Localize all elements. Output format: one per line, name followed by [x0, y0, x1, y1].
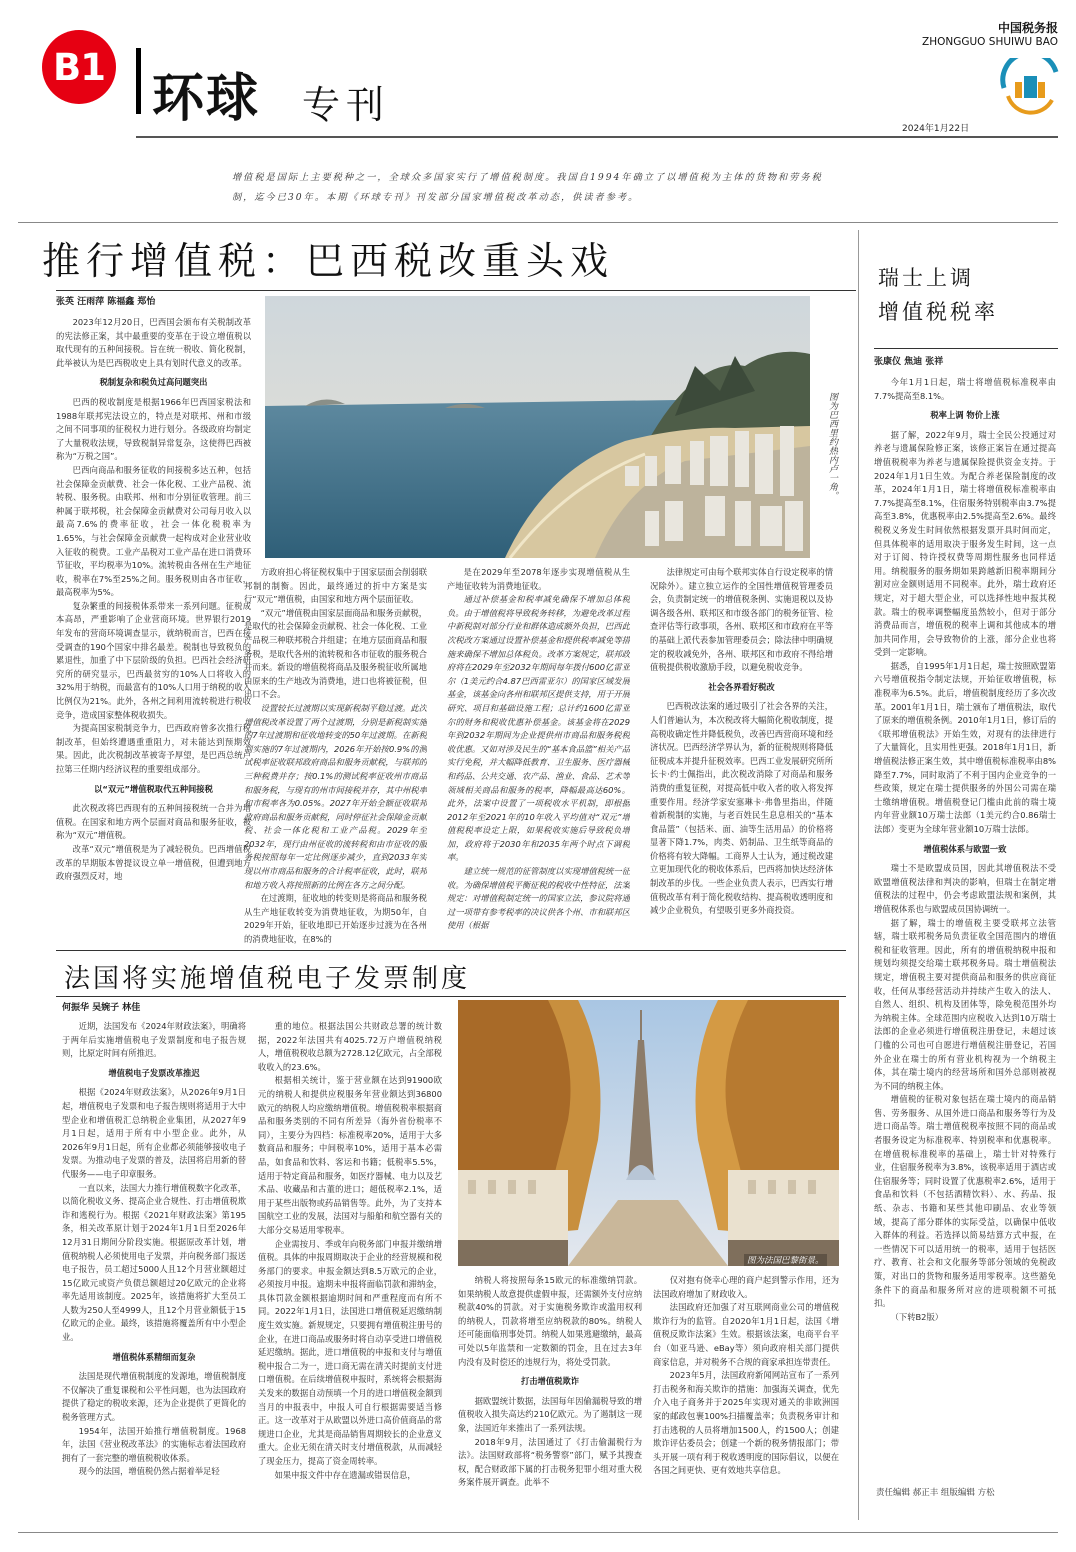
swiss-column	[874, 376, 1056, 1454]
brazil-headline: 推行增值税：巴西税改重头戏	[42, 239, 615, 283]
paragraph: 仅对抱有侥幸心理的商户起到警示作用，还为法国政府增加了财政收入。	[653, 1275, 839, 1299]
paragraph: 2023年5月，法国政府新闻网站宣布了一系列打击税务和海关欺诈的措施：加强海关调查，优先介入电子商务并于2025年实现对通关的非欧洲国家的邮政包裹100%扫描覆盖率；负责税务审计和打击逃税的人员将增加1500人，约1500人；创建欺诈评估委员会；创建一个新的税务情报部门；带头开展一项有利于税收透明度的国际倡议，以便在各国之间更快、更有效地共享信息。	[653, 1370, 839, 1476]
brazil-photo	[265, 296, 810, 558]
brazil-photo-caption: 图为巴西里约热内卢一角。	[827, 392, 837, 500]
swiss-headline-line2: 增值税税率	[878, 300, 998, 324]
paper-name-en: ZHONGGUO SHUIWU BAO	[922, 36, 1058, 48]
paragraph: 根据相关统计，鉴于营业额在达到91900欧元的纳税人和提供应税服务年营业额达到36800欧元的纳税人均应缴纳增值税。增值税税率根据商品和服务类别的不同有所差异（海外省份税率不同），主要分为四档：标准税率20%，适用于大多数商品和服务；中间税率10%，适用于基本必需品，如食品和饮料、客运和书籍；低税率5.5%，适用于特定商品和服务，如医疗器械、电力以及艺术品、收藏品和古董的进口；超低税率2.1%，适用于某些出版物或药品销售等。此外，为了支持本国航空工业的发展，法国对与船舶和航空器有关的大部分交易适用零税率。	[258, 1075, 442, 1235]
france-top-rule	[56, 950, 846, 951]
issue-date: 2024年1月22日	[902, 124, 970, 134]
france-column-2	[258, 1020, 442, 1522]
paragraph: 一直以来，法国大力推行增值税数字化改革，以简化税收义务、提高企业合规性、打击增值税欺诈和逃税行为。根据《2021年财政法案》第195条，相关改革原计划于2024年1月1日至2026年12月31日期间分阶段实施。根据原改革计划，增值税纳税人必须使用电子发票，并向税务部门报送电子报告，员工超过5000人且12个月营业额超过15亿欧元或资产负债总额超过20亿欧元的企业将率先适用该制度。2025年，该措施将扩大至员工人数为250人至4999人，且12个月营业额低于15亿欧元的企业。最终，该措施将覆盖所有中小型企业。	[62, 1182, 246, 1343]
paragraph: 增值税的征税对象包括在瑞士境内的商品销售、劳务服务、从国外进口商品和服务等行为及进口商品等。瑞士增值税税率按照不同的商品或者服务设定为标准税率、特别税率和优惠税率。在增值税标准税率的基础上，瑞士针对特殊行业，住宿服务税率为3.8%，该税率适用于酒店或住宿服务等；同时设置了优惠税率2.6%，适用于食品和饮料（不包括酒精饮料）、水、药品、报纸、杂志、书籍和某些其他印刷品、农业等领域，提高了部分群体的实际受益，以确保中低收入群体的利益。若选择以简易结算方式申报，在一些情况下可以适用统一的税率，适用于包括医疗、教育、社会和文化服务等部分领域的免税政策，对出口的货物和服务适用零税率。这些豁免条件下的商品和服务所对应的进项税额不可抵扣。	[874, 1094, 1056, 1309]
paragraph: 近期，法国发布《2024年财政法案》，明确将于两年后实施增值税电子发票制度和电子报告规则，比原定时间有所推迟。	[62, 1021, 246, 1059]
section-divider-bar	[136, 48, 141, 114]
paragraph: 2018年9月，法国通过了《打击偷漏税行为法》。法国财政部将“税务警察”部门，赋予其搜查权，配合财政部下属的打击税务犯罪小组对重大税务案件展开调查。此举不	[458, 1436, 642, 1488]
paragraph: 在过渡期，征收地的转变则是将商品和服务税从生产地征收转变为消费地征收，为期50年，自2029年开始，征收地即已开始逐步过渡为在各州的消费地征收，在8%的	[244, 893, 427, 944]
paragraph: “双元”增值税由国家层面商品和服务贡献税，是取代的社会保障金贡献税、社会一体化税、工业产品税三种联邦税合并组建；在地方层面商品和服务税，是取代各州的流转税和各市征收的服务税合并而来。新设的增值税将商品及服务税征收所属地由原来的生产地改为消费地，进口也将被征税，但出口不会。	[244, 607, 427, 700]
page-badge-label: B1	[53, 45, 105, 89]
column-separator	[858, 230, 859, 1520]
paragraph: 复杂繁重的间接税体系带来一系列问题。征税成本高昂，严重影响了企业营商环境。世界银行2019年发布的营商环境调查显示，就纳税而言，巴西在接受调查的190个国家中排名最差。税制也导致税负的累退性，加重了中下层阶级的负担。巴西社会经济研究所的研究显示，巴西最贫穷的10%人口将收入的32%用于纳税，而最富有的10%人口用于纳税的收入比例仅为21%。此外，各州之间利用流转税进行税收竞争，造成国家整体税收损失。	[56, 600, 251, 720]
paragraph: 法律规定可由每个联邦实体自行设定税率的情况除外）。建立独立运作的全国性增值税管理委员会，负责制定统一的增值税条例、实施退税以及协调各级各州、联邦区和市级各部门的税务征管、检查评估等行政事项，各州、联邦区和市政府在平等的基础上派代表参加管理委员会；除法律中明确规定的税收减免外，各州、联邦区和市政府不得给增值税提供税收激励手段，以避免税收竞争。	[650, 567, 833, 673]
france-photo	[458, 1000, 839, 1266]
paragraph: 巴西向商品和服务征收的间接税多达五种，包括社会保障金贡献费、社会一体化税、工业产品税、流转税、服务税。由联邦、州和市分别征收管理。前三种属于联邦税，社会保障金贡献费对公司每月收入以最高7.6%的费率征收，社会一体化税税率为1.65%，与社会保障金贡献费一起构成对企业营业收入征收的税费。工业产品税对工业产品在进口消费环节征收，平均税率为10%。流转税由各州在生产地征收，税率在7%至25%之间。服务税则由各市征收，最高税率为5%。	[56, 464, 251, 598]
paragraph: 纳税人将按照每条15欧元的标准缴纳罚款。如果纳税人故意提供虚假申报，还需额外支付应纳税款40%的罚款。对于实施税务欺诈或滥用权利的纳税人，罚款将增至应纳税款的80%。纳税人还可能面临刑事处罚。纳税人如果逃避缴纳，最高可处以5年监禁和一定数额的罚金，且在过去3年内没有及时偿还的违规行为，将处受罚款。	[458, 1275, 642, 1367]
subheading: 增值税体系与欧盟一致	[923, 843, 1007, 854]
paragraph: 根据《2024年财政法案》，从2026年9月1日起，增值税电子发票和电子报告规则将适用于大中型企业和增值税汇总纳税企业集团，从2027年9月1日起，适用于所有中小型企业。此外，从2026年9月1日起，所有企业都必须能够接收电子发票。为推动电子发票的普及，法国将启用新的替代服务——电子印章服务。	[62, 1087, 246, 1179]
paragraph: 法国是现代增值税制度的发源地，增值税制度不仅解决了重复课税和公平性问题，也为法国政府提供了稳定的税收来源，还为企业提供了更简化的税务管理方式。	[62, 1371, 246, 1423]
brazil-column-1	[56, 316, 251, 944]
paragraph: 方政府担心将征税权集中于国家层面会削弱联邦制的制衡。因此，最终通过的折中方案是实行“双元”增值税，由国家和地方两个层面征收。	[244, 567, 427, 605]
brazil-column-2	[244, 566, 427, 944]
brazil-authors: 张英 汪雨萍 陈福鑫 郑怡	[56, 297, 156, 307]
swiss-headline-rule	[874, 348, 1058, 349]
paragraph: 重的地位。根据法国公共财政总署的统计数据，2022年法国共有4025.72万户增值税纳税人，增值税税收总额为2728.12亿欧元，占全部税收收入的23.6%。	[258, 1021, 442, 1072]
swiss-authors: 张康仪 焦迪 张祥	[874, 357, 944, 367]
paragraph: 据欧盟统计数据，法国每年因偷漏税导致的增值税收入损失高达约210亿欧元。为了遏制这一现象，法国近年来推出了一系列法规。	[458, 1395, 642, 1433]
paragraph: 通过补偿基金和税率减免确保不增加总体税负。由于增值税将导致税务转移，为避免改革过程中新税制对部分行业和群体造成额外负担，巴西此次税改方案通过设置补偿基金和提供税率减免等措施来确保不增加总体税负。改革方案规定，联邦政府将在2029年至2032年期间每年拨付600亿雷亚尔（1美元约合4.87巴西雷亚尔）的国家区域发展基金，该基金向各州和联邦区提供支持，用于开展研究、项目和基础设施工程；总计约1600亿雷亚尔的财务和税收优惠补偿基金。该基金将在2029年到2032年期间为企业提供州市商品和服务税税收优惠。又如对涉及民生的“基本食品篮”相关产品实行免税，并大幅降低教育、卫生服务、医疗器械和药品、公共交通、农产品、渔业、食品、艺术等领域相关商品和服务的税率，降幅最高达60%。此外，法案中设置了一项税收水平机制，即根据2012年至2021年的10年收入平均值对“双元”增值税税率设定上限，如果税收实施后导致税负增加，政府将于2030年和2035年两个时点下调税率。	[447, 594, 630, 863]
subheading: 增值税体系精细而复杂	[112, 1351, 196, 1362]
subheading: 以“双元”增值税取代五种间接税	[94, 783, 213, 794]
paragraph: 为提高国家税制竞争力，巴西政府曾多次推行税制改革，但始终遭遇重重阻力，对未能达到预期效果。因此，此次税制改革被寄予厚望，是巴西总统卢拉第三任期内经济议程的重要组成部分。	[56, 723, 251, 774]
paragraph: （下转B2版）	[890, 1311, 944, 1322]
france-column-1	[62, 1020, 246, 1522]
paper-name-cn: 中国税务报	[997, 21, 1058, 35]
paragraph: 据了解，2022年9月，瑞士全民公投通过对养老与遗属保险修正案，该修正案旨在通过提高增值税税率为养老与遗属保险提供资金支持。于2024年1月1日生效。为配合养老保险制度的改革，2024年1月1日，瑞士将增值税标准税率由7.7%提高至8.1%，住宿服务特别税率由3.7%提高至3.8%，优惠税率由2.5%提高至2.6%。最终税税义务发生时间依然根据发票开具时间而定，但具体税率的适用取决于服务发生时间，这一点对于订阅、特许授权费等周期性服务也同样适用。纳税服务的服务期如果跨越新旧税率期间分割对应金额则适用不同税率。此外，瑞士政府还规定，对于超大型企业，可以选择性地申报其税款。瑞士的税率调整幅度虽然较小，但对于部分消费品而言，增值税的税率上调和其他成本的增加共同作用，会导致物价的上涨，部分企业也将受到一定影响。	[874, 429, 1056, 658]
brazil-column-4	[650, 566, 833, 944]
paragraph: 2023年12月20日，巴西国会颁布有关税制改革的宪法修正案，其中最重要的变革在于设立增值税以取代现有的五种间接税。旨在统一税收、简化税制，此举被认为是巴西税收史上具有划时代意义的改革。	[56, 317, 251, 368]
paragraph: 改革“双元”增值税是为了减轻税负。巴西增值税改革的早期版本曾提议设立单一增值税，但遭到地方政府强烈反对，地	[56, 843, 251, 882]
paragraph: 设置较长过渡期以实现新税制平稳过渡。此次增值税改革设置了两个过渡期，分别是新税制实施的7年过渡期和征收地转变的50年过渡期。在新税制实施的7年过渡期内，2026年开始按0.9%的测试税率征收联邦政府商品和服务贡献税，与联邦的三种税费并存；按0.1%的测试税率征收州市商品和服务税，与现有的州市间接税并存，其中州税率和市税率各为0.05%。2027年开始全额征收联邦政府商品和服务贡献税，同时停征社会保障金贡献税、社会一体化税和工业产品税。2029年至2032年，现行由州征收的流转税和由市征收的服务税按照每年一定比例逐步减少，直到2033年实现以州市商品和服务的合计税率征收，此时，联邦和地方收入将按照新的比例在各方之间分配。	[244, 702, 427, 890]
france-authors: 何振华 吴婉子 林佳	[62, 1003, 141, 1013]
paragraph: 今年1月1日起，瑞士将增值税标准税率由7.7%提高至8.1%。	[874, 377, 1056, 401]
footer-rule	[18, 1532, 1058, 1533]
france-column-3	[458, 1274, 642, 1522]
brazil-column-3	[447, 566, 630, 944]
paragraph: 巴西税改法案的通过吸引了社会各界的关注，人们普遍认为，本次税改将大幅简化税收制度，提高税收确定性并降低税负，改善巴西营商环境和经济状况。巴西经济学界认为，新的征税规则将降低征税成本并提升征税效率。巴西工业发展研究所所长卡·约士佩指出，此次税改消除了对商品和服务消费的重复征税，对提高低中收入者的收入将发挥重要作用。经济学家安塞琳卡·弗鲁里指出，伴随着新税制的实施，与老百姓民生息息相关的“基本食品篮”（包括米、面、油等生活用品）的价格将显著下降1.7%，肉类、奶制品、卫生纸等商品的价格将有较大降幅。工商界人士认为，通过税改建立更加现代化的税收体系后，巴西将加快达经济体制改革的步伐。一些企业负责人表示，巴西实行增值税改革有利于简化税收结构、提高税收透明度和减少企业税负，有望吸引更多外商投资。	[650, 701, 833, 916]
paragraph: 据了解，瑞士的增值税主要受联邦立法管辖，瑞士联邦税务局负责征收全国范围内的增值税和征收管理。因此，所有的增值税纳税申报和规划均须提交给瑞士联邦税务局。瑞士增值税法规定，增值税主要对提供商品和服务的供应商征收，任何从事经营活动并持续产生收入的法人、自然人、组织、机构及团体等，除免税范围外均为纳税主体。全球范围内应税收入达到10万瑞士法郎的企业必须进行增值税注册登记，未超过该门槛的公司也可自愿进行增值税注册登记，若国外企业在瑞士的所有营业机构视为一个纳税主体，其在瑞士境内的经营场所和国外总部则被视为不同的纳税主体。	[874, 917, 1056, 1091]
paragraph: 如果申报文件中存在遗漏或错误信息，	[274, 1469, 416, 1480]
intro-rule	[18, 222, 1058, 223]
paragraph: 据悉，自1995年1月1日起，瑞士按照欧盟第六号增值税指令制定法规，开始征收增值税，标准税率为6.5%。此后，增值税制度经历了多次改革。2001年1月1日，瑞士颁布了增值税法，取代了原来的增值税条例。2010年1月1日，修订后的《联邦增值税法》开始生效，对现有的法律进行了大量简化，且实用性更强。2018年1月1日，新增值税法修正案生效，其中增值税标准税率由8%降至7.7%，同时取消了不利于国内企业竞争的一些政策，规定在瑞士提供服务的外国公司需在瑞士缴纳增值税。增值税登记门槛由此前的瑞士境内年营业额10万瑞士法郎（1美元约合0.86瑞士法郎）变更为全球年营业额10万瑞士法郎。	[874, 660, 1056, 834]
france-headline-rule	[56, 996, 846, 997]
subheading: 税率上调 物价上涨	[930, 410, 1000, 421]
intro-text: 增值税是国际上主要税种之一，全球众多国家实行了增值税制度。我国自1994年确立了以增值税为主体的货物和劳务税制，迄今已30年。本期《环球专刊》刊发部分国家增值税改革动态，供读者参考。	[232, 172, 823, 203]
header-rule	[136, 136, 1058, 138]
subheading: 社会各界看好税改	[708, 681, 775, 692]
paragraph: 现今的法国，增值税仍然占据着举足轻	[78, 1466, 220, 1477]
subheading: 税制复杂和税负过高问题突出	[99, 377, 208, 388]
paragraph: 建立统一规范的征管制度以实现增值税统一征收。为确保增值税平衡征税的税收中性特征，法案规定：对增值税制定统一的国家立法，参议院将通过一项带有参考税率的决议供各个州、市和联邦区使用（根据	[447, 866, 630, 931]
brazil-headline-rule	[56, 290, 856, 291]
section-title: 环球	[152, 69, 261, 129]
paragraph: 1954年，法国开始推行增值税制度。1968年，法国《营业税改革法》的实施标志着法国政府拥有了一套完整的增值税税收体系。	[62, 1425, 246, 1463]
paragraph: 企业需按月、季或年向税务部门申报并缴纳增值税。具体的申报周期取决于企业的经营规模和税务部门的要求。申报金额达到8.5万欧元的企业，必须按月申报。逾期未申报将面临罚款和滞纳金，具体罚款金额根据逾期时间和严重程度而有所不同。2022年1月1日，法国进口增值税延迟缴纳制度生效实施。新规规定，只要拥有增值税注册号的企业，在进口商品或服务时将自动享受进口增值税延迟缴纳。据此，进口增值税的申报和支付与增值税申报合二为一，进口商无需在清关时提前支付进口增值税。在后续增值税申报时，系统将会根据海关发来的数据自动预填一个月的进口增值税金额到当月的申报表中，申报人可自行根据需要适当修正。这一改革对于从欧盟以外进口高价值商品的常规进口企业，尤其是商品销售周期较长的企业意义重大。企业无须在清关时支付增值税款，从而减轻了现金压力，提高了资金周转率。	[258, 1238, 442, 1466]
france-column-4	[653, 1274, 839, 1522]
page-badge	[42, 30, 116, 104]
subheading: 增值税电子发票改革推迟	[108, 1067, 200, 1078]
paragraph: 瑞士不是欧盟成员国，因此其增值税法不受欧盟增值税法律和判决的影响，但瑞士在制定增值税法的过程中，仍会考虑欧盟法规和案例，其增值税体系也与欧盟成员国协调统一。	[874, 863, 1056, 914]
subheading: 打击增值税欺诈	[520, 1376, 580, 1387]
france-headline: 法国将实施增值税电子发票制度	[64, 964, 471, 994]
france-photo-caption: 图为法国巴黎街景。	[744, 1254, 827, 1266]
paragraph: 巴西的税收制度是根据1966年巴西国家税法和1988年联邦宪法设立的，特点是对联邦、州和市级之间不同事项的征税权力进行划分。各级政府均制定了大量税收法规，导致税制异常复杂，这使得巴西被称为“万税之国”。	[56, 396, 251, 462]
paragraph: 此次税改将巴西现有的五种间接税统一合并为增值税。在国家和地方两个层面对商品和服务征收，被称为“双元”增值税。	[56, 803, 251, 841]
section-subtitle: 专刊	[302, 83, 391, 127]
editor-credits: 责任编辑 郝正丰 组版编辑 方松	[876, 1488, 995, 1498]
paragraph: 法国政府还加强了对互联网商业公司的增值税欺诈行为的监管。自2020年1月1日起，法国《增值税反欺诈法案》生效。根据该法案，电商平台平台（如亚马逊、eBay等）须向政府相关部门提供商家信息，并对税务不合规的商家承担连带责任。	[653, 1302, 839, 1367]
swiss-headline-line1: 瑞士上调	[878, 266, 974, 290]
paragraph: 是在2029年至2078年逐步实现增值税从生产地征收转为消费地征收。	[447, 567, 630, 591]
paper-logo-icon	[998, 58, 1064, 116]
